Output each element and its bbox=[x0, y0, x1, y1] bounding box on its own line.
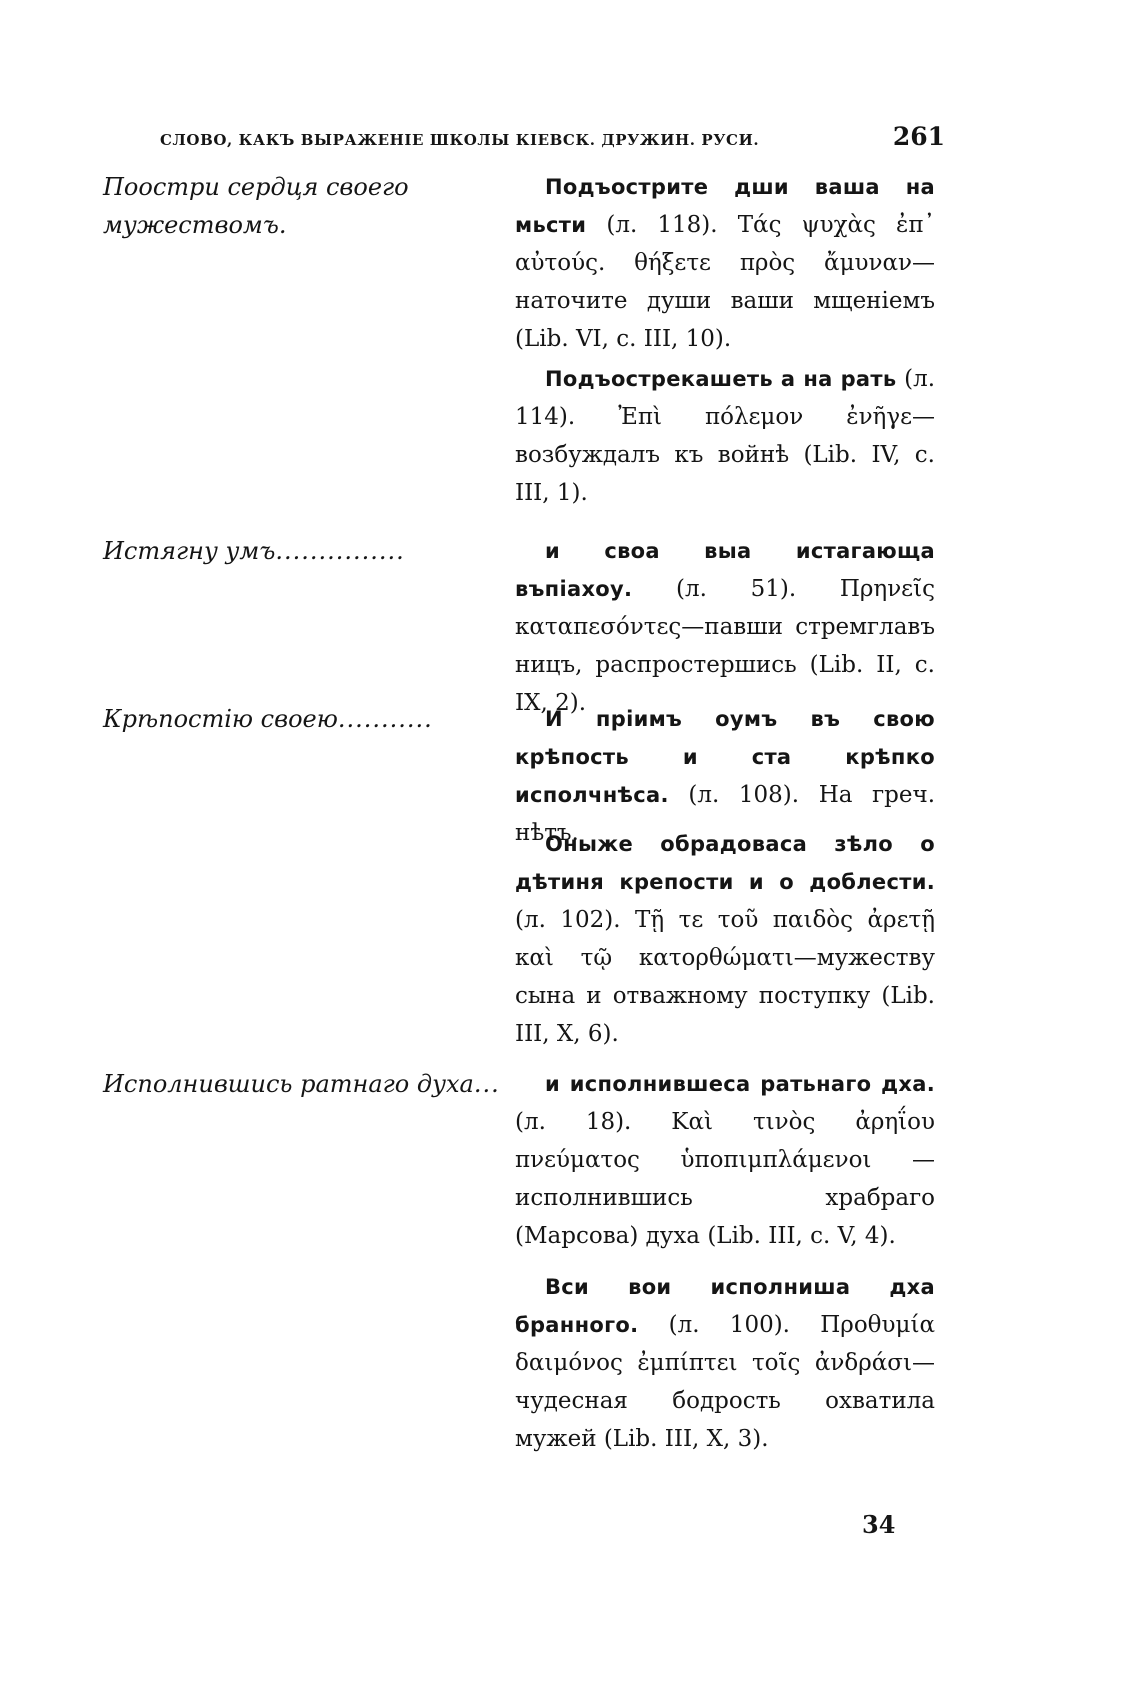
dot-leader: ... bbox=[473, 1070, 500, 1098]
term bbox=[103, 700, 503, 738]
page-number: 261 bbox=[892, 122, 945, 151]
term bbox=[103, 532, 503, 570]
running-title: СЛОВО, КАКЪ ВЫРАЖЕНІЕ ШКОЛЫ КІЕВСК. ДРУЖИН. РУСИ. bbox=[160, 131, 760, 149]
gloss bbox=[515, 532, 935, 722]
term-text: Исполнившись ратнаго духа bbox=[103, 1070, 474, 1098]
gloss-text: (л. 100). Προθυμία δαιμόνος ἐμπίπτει τοῖς ἀνδράσι—чудесная бодрость охватила мужей (Lib. III, X, 3). bbox=[515, 1312, 935, 1452]
church-slavonic-quote: и своа выа истагающа въпіахоу. bbox=[515, 539, 935, 601]
church-slavonic-quote: Подъострекашеть а на рать bbox=[545, 367, 897, 391]
church-slavonic-quote: Оныже обрадоваса зѣло о дѣтиня крепости и о доблести. bbox=[515, 832, 935, 894]
gloss bbox=[515, 1268, 935, 1458]
gloss-text: (л. 108). На греч. нѣтъ. bbox=[515, 782, 936, 846]
gloss bbox=[515, 168, 935, 358]
gloss-text: (л. 18). Καὶ τινὸς ἀρηΐου πνεύματος ὑποπιμπλάμενοι — исполнившись храбраго (Марсова) духа (Lib. III, c. V, 4). bbox=[515, 1109, 935, 1249]
church-slavonic-quote: и исполнившеса ратьнаго дха. bbox=[545, 1072, 935, 1096]
gloss bbox=[515, 1065, 935, 1255]
gloss-text: (л. 51). Πρηνεῖς καταπεσόντες—павши стремглавъ ницъ, распростершись (Lib. II, c. IX, 2). bbox=[515, 576, 935, 716]
dot-leader: ............... bbox=[275, 537, 405, 565]
gloss-text: (л. 118). Τάς ψυχὰς ἐπ᾽ αὐτούς. θήξετε πρὸς ἄμυναν—наточите души ваши мщеніемъ (Lib. VI, c. III, 10). bbox=[515, 212, 936, 352]
gloss bbox=[515, 825, 935, 1053]
church-slavonic-quote: И пріимъ оумъ въ свою крѣпость и ста крѣпко исполчнѣса. bbox=[515, 707, 935, 807]
running-head bbox=[160, 122, 945, 151]
signature-mark: 34 bbox=[862, 1510, 896, 1539]
gloss-text: (л. 114). Ἐπὶ πόλεμον ἐνῆγε—возбуждалъ къ войнѣ (Lib. IV, c. III, 1). bbox=[515, 366, 936, 506]
church-slavonic-quote: Подъострите дши ваша на мьсти bbox=[515, 175, 935, 237]
church-slavonic-quote: Вси вои исполниша дха бранного. bbox=[515, 1275, 935, 1337]
term-text: Истягну умъ bbox=[103, 537, 276, 565]
term: Поостри сердця своего мужествомъ. bbox=[103, 173, 409, 239]
term bbox=[103, 1065, 503, 1103]
gloss bbox=[515, 360, 935, 512]
dot-leader: ........... bbox=[337, 705, 433, 733]
gloss-text: (л. 102). Τῇ τε τοῦ παιδὸς ἀρετῇ καὶ τῷ κατορθώματι—мужеству сына и отважному поступку (Lib. III, X, 6). bbox=[515, 907, 935, 1047]
term-text: Крѣпостію своею bbox=[103, 705, 338, 733]
